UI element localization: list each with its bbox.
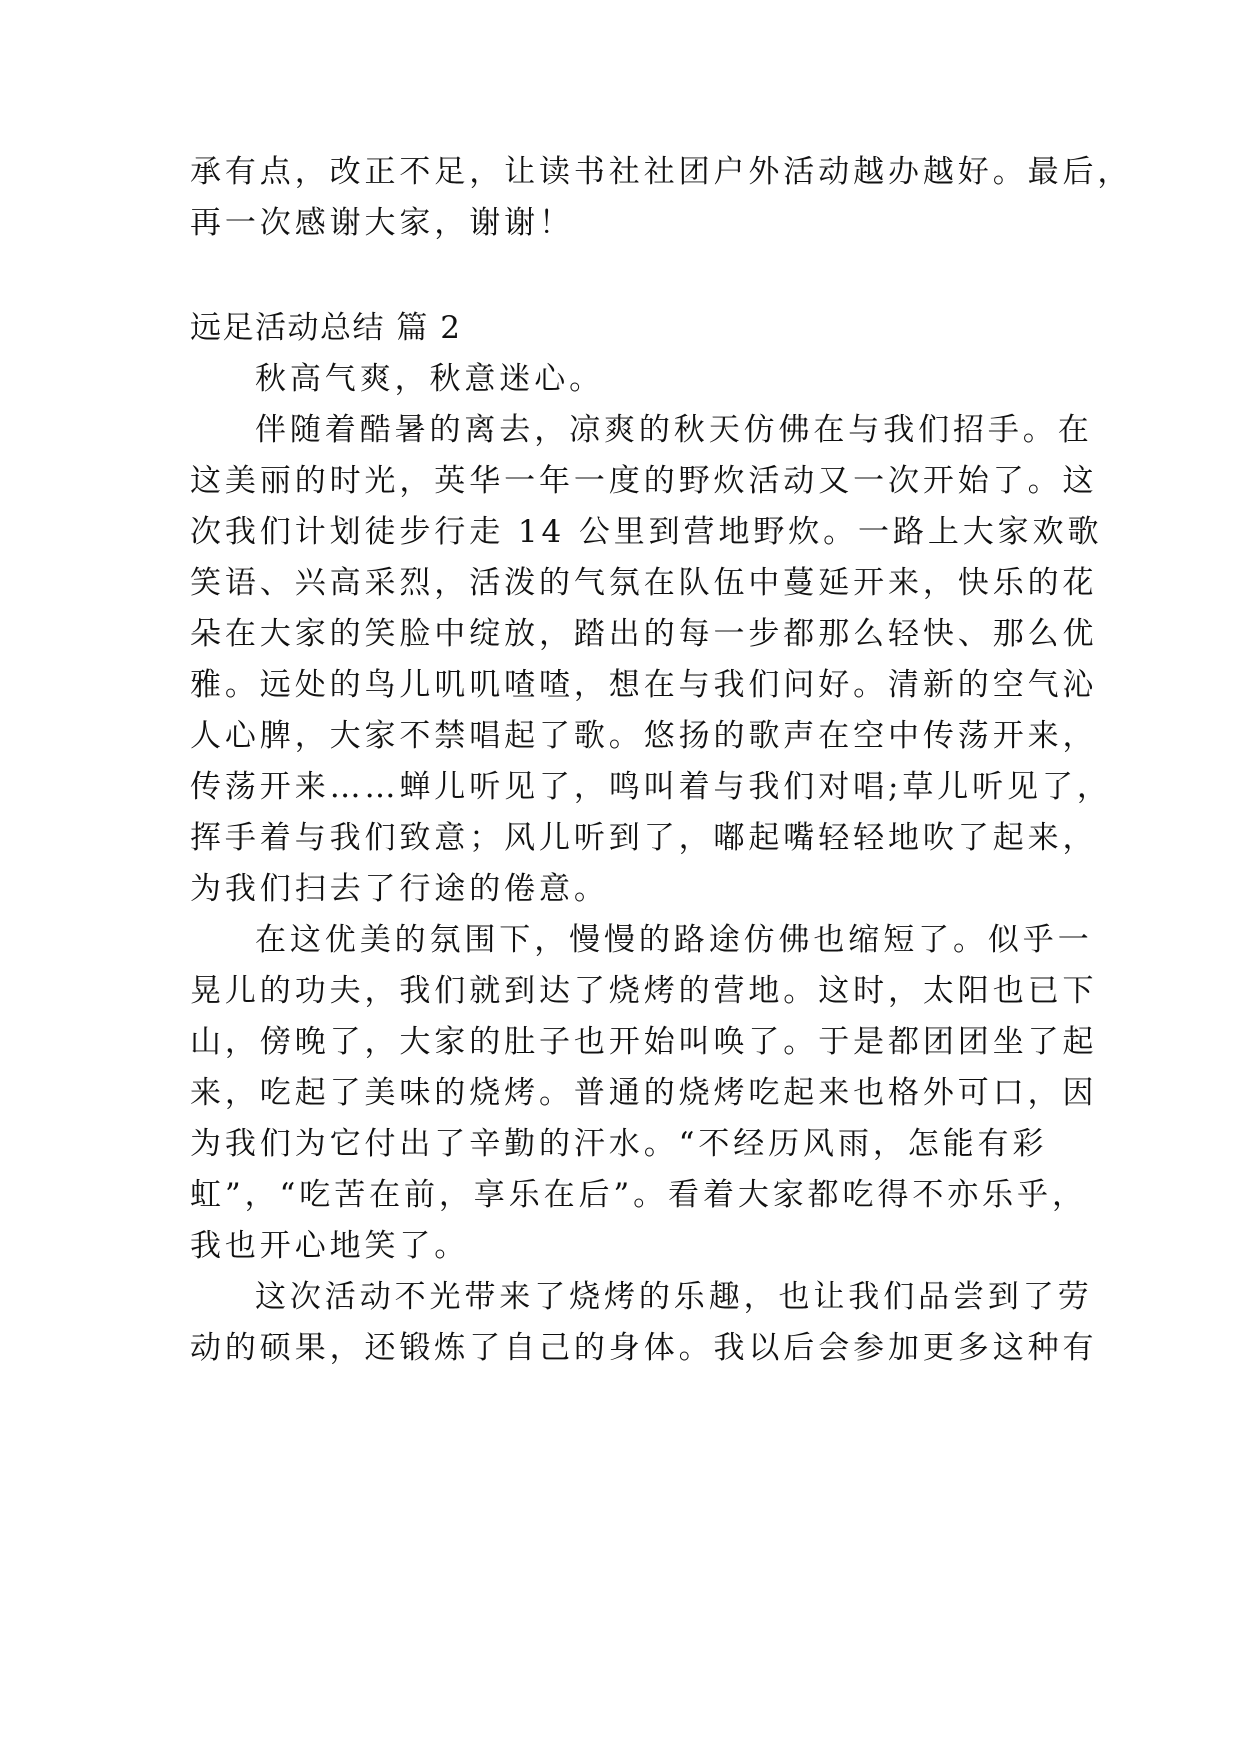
text-line: 承有点，改正不足，让读书社社团户外活动越办越好。最后， bbox=[190, 154, 1133, 190]
text-line: 秋高气爽，秋意迷心。 bbox=[255, 361, 604, 397]
text-line: 伴随着酷暑的离去，凉爽的秋天仿佛在与我们招手。在 bbox=[255, 412, 1093, 448]
text-line: 朵在大家的笑脸中绽放，踏出的每一步都那么轻快、那么优 bbox=[190, 616, 1098, 652]
text-line: 动的硕果，还锻炼了自己的身体。我以后会参加更多这种有 bbox=[190, 1330, 1098, 1366]
text-line: 传荡开来……蝉儿听见了，鸣叫着与我们对唱;草儿听见了， bbox=[190, 769, 1112, 805]
text-line: 晃儿的功夫，我们就到达了烧烤的营地。这时，太阳也已下 bbox=[190, 973, 1098, 1009]
text-line: 为我们为它付出了辛勤的汗水。“不经历风雨，怎能有彩 bbox=[190, 1126, 1048, 1162]
section-title: 远足活动总结 篇 2 bbox=[190, 310, 462, 346]
text-line: 我也开心地笑了。 bbox=[190, 1228, 470, 1264]
text-line: 人心脾，大家不禁唱起了歌。悠扬的歌声在空中传荡开来， bbox=[190, 718, 1098, 754]
text-line: 在这优美的氛围下，慢慢的路途仿佛也缩短了。似乎一 bbox=[255, 922, 1093, 958]
text-line: 再一次感谢大家，谢谢！ bbox=[190, 205, 574, 241]
text-line: 笑语、兴高采烈，活泼的气氛在队伍中蔓延开来，快乐的花 bbox=[190, 565, 1098, 601]
text-line: 这美丽的时光，英华一年一度的野炊活动又一次开始了。这 bbox=[190, 463, 1098, 499]
text-line: 这次活动不光带来了烧烤的乐趣，也让我们品尝到了劳 bbox=[255, 1279, 1093, 1315]
text-line: 次我们计划徒步行走 14 公里到营地野炊。一路上大家欢歌 bbox=[190, 514, 1103, 550]
text-line: 雅。远处的鸟儿叽叽喳喳，想在与我们问好。清新的空气沁 bbox=[190, 667, 1098, 703]
text-line: 山，傍晚了，大家的肚子也开始叫唤了。于是都团团坐了起 bbox=[190, 1024, 1098, 1060]
text-line: 挥手着与我们致意；风儿听到了，嘟起嘴轻轻地吹了起来， bbox=[190, 820, 1098, 856]
text-line: 为我们扫去了行途的倦意。 bbox=[190, 871, 609, 907]
text-line: 来，吃起了美味的烧烤。普通的烧烤吃起来也格外可口，因 bbox=[190, 1075, 1098, 1111]
text-line: 虹”，“吃苦在前，享乐在后”。看着大家都吃得不亦乐乎， bbox=[190, 1177, 1087, 1213]
